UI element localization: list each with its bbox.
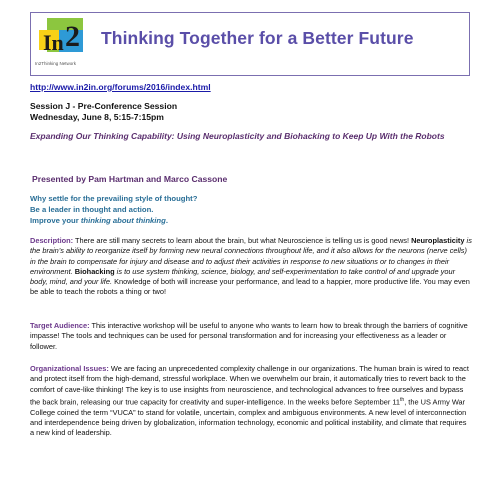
neuroplasticity-term: Neuroplasticity [411,236,465,245]
description-label: Description: [30,236,74,245]
forum-link[interactable]: http://www.in2in.org/forums/2016/index.html [30,82,211,92]
logo-caption: In2Thinking Network [35,61,77,66]
issues-paragraph: Organizational Issues: We are facing an unprecedented complexity challenge in our organizations. The human brain is wired to react and protect itself from the high-demand, stressful workplace. When we overwhelm our brain, it automatically tries to revert back to the comfort of cave-like thinking! The key is to use insights from neuroscience, and technological advances to free ourselves and bypass the back brain, releasing our true capacity for creativity and super-intelligence. In the weeks before September 11th, the US Army War College coined the term “VUCA” to stand for volatile, uncertain, complex and ambiguous environments. A new level of interconnection and interdependence being driven by globalization, information technology, economic and political instability, and climate that requires a new kind of leadership. [30,364,469,438]
session-date: Wednesday, June 8, 5:15-7:15pm [30,112,164,122]
session-line: Session J - Pre-Conference Session [30,101,178,111]
session-title: Expanding Our Thinking Capability: Using Neuroplasticity and Biohacking to Keep Up With the Robots [30,131,445,141]
biohacking-term: Biohacking [74,266,115,276]
banner-title: Thinking Together for a Better Future [101,28,414,48]
svg-text:In: In [43,30,64,55]
audience-label: Target Audience: [30,321,90,330]
banner [30,12,470,76]
svg-text:2: 2 [65,20,80,53]
issues-label: Organizational Issues: [30,364,109,373]
audience-paragraph: Target Audience: This interactive workshop will be useful to anyone who wants to learn how to break through the barriers of cognitive impasse! The tools and techniques can be used for personal transformation and for increasing your effectiveness as a leader or follower. [30,321,468,351]
tagline-3: Improve your thinking about thinking. [30,216,168,225]
tagline-1: Why settle for the prevailing style of thought? [30,194,198,203]
tagline-2: Be a leader in thought and action. [30,205,154,214]
description-paragraph: Description: There are still many secrets to learn about the brain, but what Neuroscience is telling us is good news! Neuroplasticity is the brain’s ability to reorganize itself by forming new neural connections throughout life, and it also allows for the neurons (nerve cells) in the brain to compensate for injury and disease and to adjust their activities in response to new situations or to changes in their environment. Biohacking is to use system thinking, science, biology, and self-experimentation to take control of and upgrade your body, mind, and your life. Knowledge of both will increase your performance, and lead to a happier, more productive life. You may even be able to teach the robots a thing or two! [30,236,472,297]
presenters: Presented by Pam Hartman and Marco Cassone [32,174,228,184]
